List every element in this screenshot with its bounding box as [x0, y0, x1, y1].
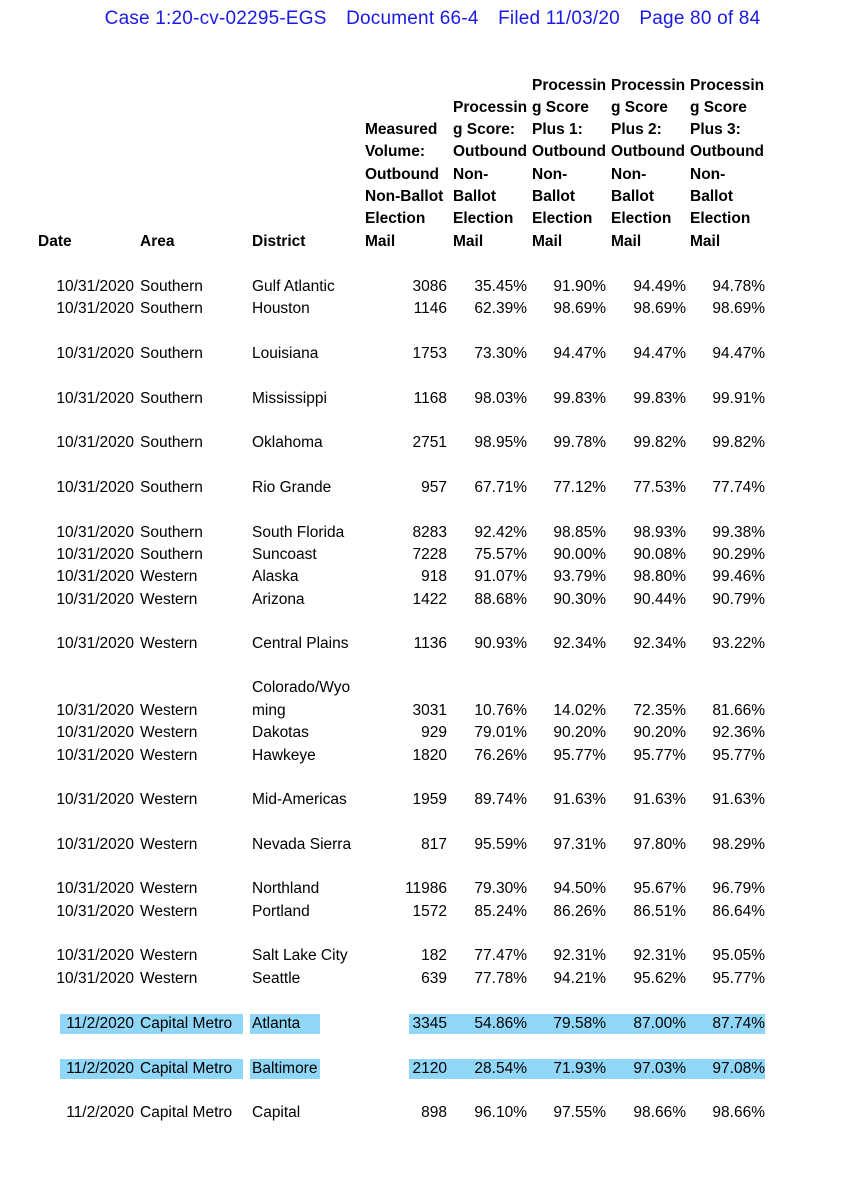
cell-area: Western [140, 880, 198, 897]
header-line: Processin [611, 76, 686, 94]
cell-plus-2: 86.51% [633, 903, 686, 920]
cell-plus-3: 99.38% [712, 524, 765, 541]
cell-plus-1: 99.83% [553, 390, 606, 407]
cell-district: Oklahoma [252, 434, 323, 451]
header-line: Non- [532, 165, 568, 183]
cell-district: Suncoast [252, 546, 317, 563]
cell-score: 35.45% [474, 278, 527, 295]
cell-date: 10/31/2020 [56, 524, 134, 541]
cell-plus-3: 96.79% [712, 880, 765, 897]
cell-plus-1: 71.93% [553, 1060, 606, 1077]
cell-volume: 2751 [412, 434, 447, 451]
cell-plus-2: 97.03% [633, 1060, 686, 1077]
cell-plus-1: 14.02% [553, 702, 606, 719]
table-row [0, 901, 865, 923]
cell-plus-2: 97.80% [633, 836, 686, 853]
document-number: Document 66-4 [346, 8, 479, 29]
header-date: Date [38, 233, 72, 250]
cell-plus-3: 98.29% [712, 836, 765, 853]
cell-plus-2: 72.35% [633, 702, 686, 719]
cell-date: 11/2/2020 [66, 1060, 134, 1077]
page-number: Page 80 of 84 [639, 8, 761, 29]
cell-volume: 1753 [412, 345, 447, 362]
cell-area: Western [140, 724, 198, 741]
page-header [0, 8, 865, 30]
header-line: Non- [611, 165, 647, 183]
header-line: Election [532, 210, 593, 228]
cell-district: Rio Grande [252, 479, 332, 496]
cell-date: 10/31/2020 [56, 479, 134, 496]
cell-plus-1: 95.77% [553, 747, 606, 764]
cell-score: 91.07% [474, 568, 527, 585]
cell-score: 76.26% [474, 747, 527, 764]
table-row [0, 343, 865, 365]
cell-score: 77.78% [474, 970, 527, 987]
header-line: Non- [690, 165, 726, 183]
cell-district: Gulf Atlantic [252, 278, 335, 295]
cell-plus-2: 92.34% [633, 635, 686, 652]
cell-score: 92.42% [474, 524, 527, 541]
cell-volume: 7228 [412, 546, 447, 563]
cell-plus-1: 98.85% [553, 524, 606, 541]
cell-volume: 1959 [412, 791, 447, 808]
cell-date: 10/31/2020 [56, 970, 134, 987]
cell-plus-2: 91.63% [633, 791, 686, 808]
header-line: Ballot [611, 188, 655, 206]
header-line: Outbound [611, 143, 686, 161]
cell-area: Southern [140, 278, 203, 295]
cell-area: Southern [140, 434, 203, 451]
cell-plus-3: 99.46% [712, 568, 765, 585]
cell-plus-1: 91.63% [553, 791, 606, 808]
header-line: Ballot [690, 188, 734, 206]
cell-date: 10/31/2020 [56, 546, 134, 563]
cell-district: Mid-Americas [252, 791, 347, 808]
cell-plus-2: 95.62% [633, 970, 686, 987]
cell-date: 10/31/2020 [56, 345, 134, 362]
cell-score: 67.71% [474, 479, 527, 496]
cell-score: 77.47% [474, 947, 527, 964]
table-row [0, 298, 865, 320]
cell-plus-1: 94.21% [553, 970, 606, 987]
cell-area: Southern [140, 546, 203, 563]
cell-score: 98.95% [474, 434, 527, 451]
cell-score: 95.59% [474, 836, 527, 853]
cell-district: Nevada Sierra [252, 836, 352, 853]
cell-volume: 1422 [412, 591, 447, 608]
cell-volume: 8283 [412, 524, 447, 541]
cell-volume: 1136 [413, 635, 447, 652]
cell-district: Northland [252, 880, 320, 897]
cell-volume: 1820 [412, 747, 447, 764]
cell-plus-3: 95.77% [712, 970, 765, 987]
table-row [0, 1102, 865, 1124]
header-line: Plus 1: [532, 121, 583, 139]
cell-area: Western [140, 702, 198, 719]
cell-area: Southern [140, 390, 203, 407]
cell-plus-2: 90.44% [633, 591, 686, 608]
cell-area: Western [140, 747, 198, 764]
cell-date: 10/31/2020 [56, 390, 134, 407]
cell-plus-1: 91.90% [553, 278, 606, 295]
cell-plus-2: 77.53% [633, 479, 686, 496]
cell-area: Southern [140, 524, 203, 541]
cell-score: 54.86% [474, 1015, 527, 1032]
cell-district-continued: ming [252, 702, 286, 719]
header-line: Mail [365, 232, 396, 250]
cell-area: Southern [140, 479, 203, 496]
cell-plus-1: 99.78% [553, 434, 606, 451]
cell-score: 89.74% [474, 791, 527, 808]
table-row [0, 432, 865, 454]
cell-plus-3: 98.66% [712, 1104, 765, 1121]
cell-plus-2: 95.67% [633, 880, 686, 897]
cell-district: Dakotas [252, 724, 309, 741]
header-line: Mail [690, 232, 721, 250]
cell-district: Portland [252, 903, 310, 920]
cell-date: 10/31/2020 [56, 947, 134, 964]
header-line: Outbound [532, 143, 607, 161]
cell-volume: 11986 [405, 880, 447, 897]
header-processing-score-plus-2 [611, 75, 685, 253]
cell-area: Southern [140, 345, 203, 362]
cell-area: Western [140, 591, 198, 608]
table-row [0, 1058, 865, 1080]
table-row [0, 722, 865, 744]
cell-plus-2: 90.20% [633, 724, 686, 741]
header-processing-score-plus-1 [532, 75, 606, 253]
cell-date: 10/31/2020 [56, 903, 134, 920]
cell-score: 79.30% [474, 880, 527, 897]
cell-area: Western [140, 903, 198, 920]
cell-score: 96.10% [474, 1104, 527, 1121]
cell-plus-2: 94.47% [633, 345, 686, 362]
cell-plus-3: 99.82% [712, 434, 765, 451]
cell-area: Western [140, 635, 198, 652]
cell-district: Alaska [252, 568, 299, 585]
cell-plus-2: 98.80% [633, 568, 686, 585]
cell-plus-1: 94.47% [553, 345, 606, 362]
cell-score: 28.54% [474, 1060, 527, 1077]
cell-date: 10/31/2020 [56, 880, 134, 897]
cell-volume: 918 [421, 568, 447, 585]
cell-volume: 929 [421, 724, 447, 741]
cell-area: Capital Metro [140, 1015, 233, 1032]
cell-area: Western [140, 791, 198, 808]
cell-score: 73.30% [474, 345, 527, 362]
cell-district: Baltimore [252, 1060, 318, 1077]
cell-plus-3: 94.78% [712, 278, 765, 295]
table-row [0, 477, 865, 499]
cell-plus-3: 95.77% [712, 747, 765, 764]
table-row [0, 679, 865, 722]
header-line: g Score: [453, 121, 516, 139]
table-row [0, 633, 865, 655]
table-row [0, 276, 865, 298]
cell-plus-2: 95.77% [633, 747, 686, 764]
cell-plus-3: 91.63% [712, 791, 765, 808]
cell-volume: 3345 [412, 1015, 447, 1032]
header-line: Election [365, 210, 426, 228]
header-line: Ballot [532, 188, 576, 206]
table-row [0, 878, 865, 900]
cell-date: 10/31/2020 [56, 836, 134, 853]
table-row [0, 1013, 865, 1035]
cell-volume: 1146 [413, 300, 447, 317]
table-row [0, 522, 865, 544]
cell-plus-3: 90.29% [712, 546, 765, 563]
cell-score: 88.68% [474, 591, 527, 608]
cell-district: Capital [252, 1104, 301, 1121]
cell-volume: 1572 [412, 903, 447, 920]
cell-district: Louisiana [252, 345, 319, 362]
header-line: g Score [611, 98, 668, 116]
cell-plus-3: 97.08% [712, 1060, 765, 1077]
cell-plus-2: 98.69% [633, 300, 686, 317]
cell-plus-1: 98.69% [553, 300, 606, 317]
cell-date: 10/31/2020 [56, 300, 134, 317]
cell-plus-1: 77.12% [553, 479, 606, 496]
table-row [0, 834, 865, 856]
cell-date: 10/31/2020 [56, 278, 134, 295]
cell-plus-1: 90.00% [553, 546, 606, 563]
table-row [0, 968, 865, 990]
header-line: Mail [453, 232, 484, 250]
header-line: Plus 2: [611, 121, 662, 139]
cell-plus-1: 92.31% [553, 947, 606, 964]
cell-plus-3: 77.74% [712, 479, 765, 496]
table-row [0, 745, 865, 767]
cell-date: 10/31/2020 [56, 747, 134, 764]
cell-plus-3: 92.36% [712, 724, 765, 741]
cell-plus-2: 90.08% [633, 546, 686, 563]
cell-score: 62.39% [474, 300, 527, 317]
cell-date: 10/31/2020 [56, 702, 134, 719]
header-line: Outbound [453, 143, 528, 161]
cell-date: 10/31/2020 [56, 568, 134, 585]
table-row [0, 789, 865, 811]
cell-area: Southern [140, 300, 203, 317]
header-line: Ballot [453, 188, 497, 206]
cell-volume: 182 [421, 947, 447, 964]
cell-date: 11/2/2020 [66, 1015, 134, 1032]
cell-score: 79.01% [474, 724, 527, 741]
cell-date: 10/31/2020 [56, 434, 134, 451]
cell-plus-1: 90.20% [553, 724, 606, 741]
cell-score: 75.57% [474, 546, 527, 563]
header-line: Non-Ballot [365, 188, 444, 206]
cell-plus-3: 81.66% [712, 702, 765, 719]
cell-plus-3: 86.64% [712, 903, 765, 920]
cell-plus-2: 94.49% [633, 278, 686, 295]
header-line: Volume: [365, 143, 425, 161]
cell-score: 90.93% [474, 635, 527, 652]
header-line: Plus 3: [690, 121, 741, 139]
cell-district: Colorado/Wyo [252, 679, 351, 696]
cell-date: 10/31/2020 [56, 635, 134, 652]
header-line: Election [690, 210, 751, 228]
table-row [0, 388, 865, 410]
cell-district: Atlanta [252, 1015, 301, 1032]
cell-plus-1: 79.58% [553, 1015, 606, 1032]
header-line: Processin [453, 98, 528, 116]
cell-volume: 2120 [412, 1060, 447, 1077]
cell-area: Western [140, 836, 198, 853]
cell-plus-3: 95.05% [712, 947, 765, 964]
cell-plus-2: 92.31% [633, 947, 686, 964]
filed-date: Filed 11/03/20 [498, 8, 620, 29]
cell-plus-3: 99.91% [712, 390, 765, 407]
cell-district: Seattle [252, 970, 301, 987]
cell-plus-1: 92.34% [553, 635, 606, 652]
cell-area: Western [140, 970, 198, 987]
header-line: Processin [690, 76, 765, 94]
cell-plus-1: 93.79% [553, 568, 606, 585]
cell-volume: 817 [421, 836, 447, 853]
cell-plus-2: 99.83% [633, 390, 686, 407]
cell-plus-1: 97.31% [553, 836, 606, 853]
cell-score: 98.03% [474, 390, 527, 407]
header-line: Mail [532, 232, 563, 250]
header-area: Area [140, 233, 175, 250]
cell-date: 10/31/2020 [56, 591, 134, 608]
table-row [0, 544, 865, 566]
header-line: Outbound [690, 143, 765, 161]
cell-date: 10/31/2020 [56, 724, 134, 741]
cell-score: 85.24% [474, 903, 527, 920]
cell-plus-1: 94.50% [553, 880, 606, 897]
cell-score: 10.76% [474, 702, 527, 719]
header-line: g Score [690, 98, 747, 116]
table-row [0, 945, 865, 967]
cell-plus-2: 99.82% [633, 434, 686, 451]
cell-district: Hawkeye [252, 747, 316, 764]
cell-volume: 957 [421, 479, 447, 496]
header-line: Mail [611, 232, 642, 250]
cell-district: Arizona [252, 591, 305, 608]
cell-area: Capital Metro [140, 1104, 233, 1121]
cell-district: Mississippi [252, 390, 327, 407]
cell-district: Salt Lake City [252, 947, 348, 964]
cell-volume: 3031 [412, 702, 447, 719]
header-processing-score [453, 97, 527, 253]
header-district: District [252, 233, 306, 250]
cell-plus-3: 98.69% [712, 300, 765, 317]
header-line: Processin [532, 76, 607, 94]
header-line: Election [611, 210, 672, 228]
cell-volume: 639 [421, 970, 447, 987]
cell-date: 11/2/2020 [66, 1104, 134, 1121]
header-processing-score-plus-3 [690, 75, 764, 253]
cell-volume: 1168 [413, 390, 447, 407]
table-row [0, 589, 865, 611]
cell-plus-2: 87.00% [633, 1015, 686, 1032]
cell-plus-1: 86.26% [553, 903, 606, 920]
cell-area: Western [140, 947, 198, 964]
header-line: g Score [532, 98, 589, 116]
header-line: Election [453, 210, 514, 228]
cell-plus-3: 94.47% [712, 345, 765, 362]
cell-area: Capital Metro [140, 1060, 233, 1077]
cell-plus-1: 90.30% [553, 591, 606, 608]
cell-volume: 898 [421, 1104, 447, 1121]
cell-plus-3: 87.74% [712, 1015, 765, 1032]
cell-plus-3: 93.22% [712, 635, 765, 652]
table-row [0, 566, 865, 588]
cell-volume: 3086 [412, 278, 447, 295]
case-number: Case 1:20-cv-02295-EGS [104, 8, 327, 29]
cell-district: Central Plains [252, 635, 349, 652]
cell-area: Western [140, 568, 198, 585]
cell-plus-3: 90.79% [712, 591, 765, 608]
cell-plus-1: 97.55% [553, 1104, 606, 1121]
header-line: Measured [365, 121, 438, 139]
cell-date: 10/31/2020 [56, 791, 134, 808]
header-line: Outbound [365, 165, 440, 183]
cell-district: South Florida [252, 524, 345, 541]
header-line: Non- [453, 165, 489, 183]
header-measured-volume [365, 119, 443, 253]
cell-plus-2: 98.93% [633, 524, 686, 541]
cell-plus-2: 98.66% [633, 1104, 686, 1121]
cell-district: Houston [252, 300, 310, 317]
